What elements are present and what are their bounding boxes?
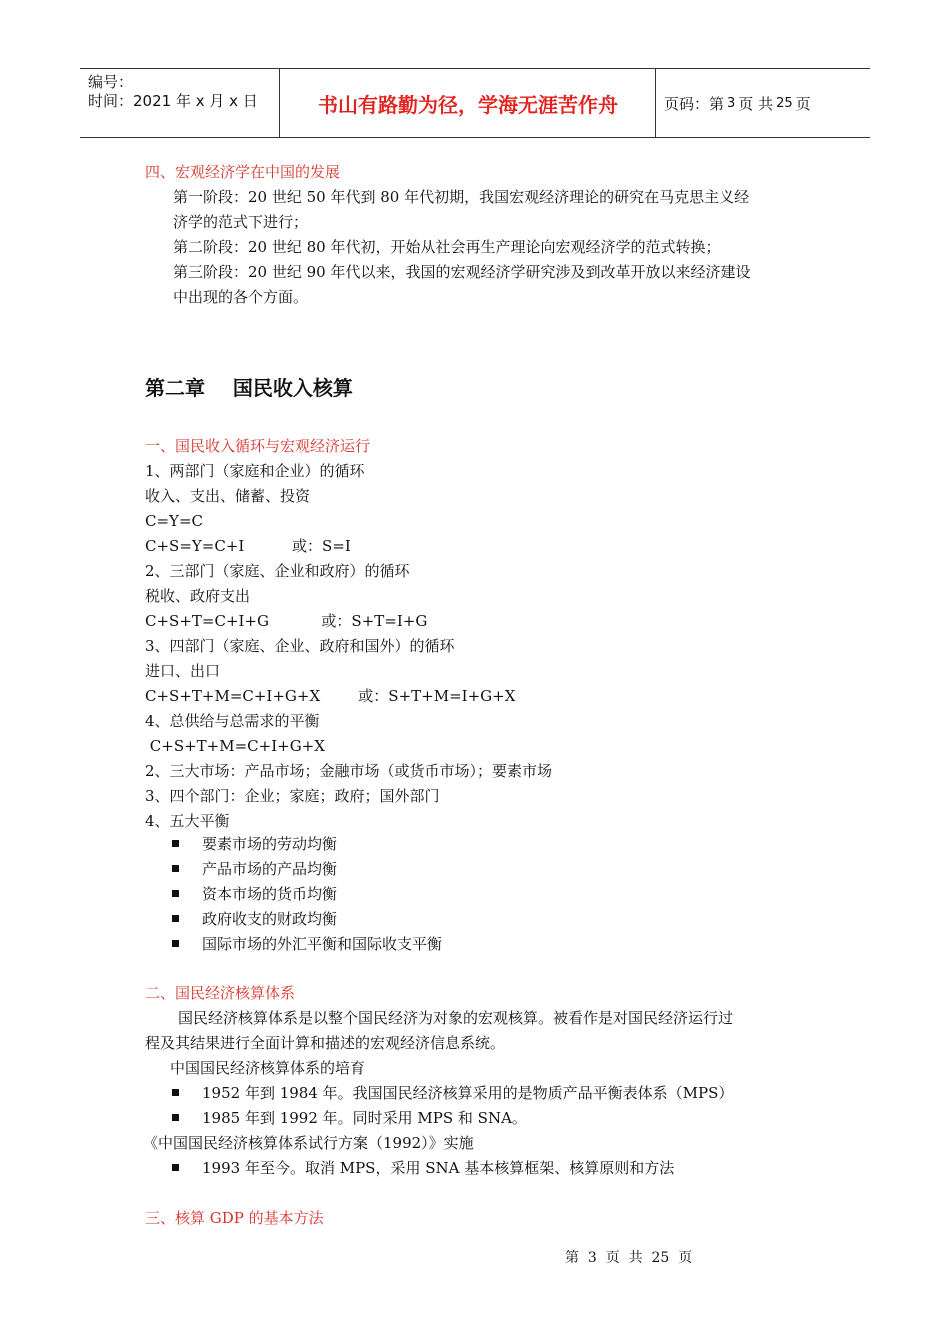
body-line: 3、四个部门：企业；家庭；政府；国外部门 xyxy=(145,787,440,805)
body-line: 收入、支出、储蓄、投资 xyxy=(145,487,311,505)
page-total: 25 xyxy=(776,95,793,111)
list-item: 1952 年到 1984 年。我国国民经济核算采用的是物质产品平衡表体系（MPS） xyxy=(202,1084,734,1102)
page-current: 3 xyxy=(727,95,736,111)
bullet-icon xyxy=(172,840,179,847)
body-line: 进口、出口 xyxy=(145,662,221,680)
paragraph-line: 国民经济核算体系是以整个国民经济为对象的宏观核算。被看作是对国民经济运行过 xyxy=(178,1009,734,1027)
document-date: 时间：2021 年 x 月 x 日 xyxy=(88,92,258,110)
section-heading: 一、国民收入循环与宏观经济运行 xyxy=(145,437,371,455)
paragraph-line: 第一阶段：20 世纪 50 年代到 80 年代初期，我国宏观经济理论的研究在马克思主义经 xyxy=(173,188,750,206)
body-line: 4、总供给与总需求的平衡 xyxy=(145,712,320,730)
body-line: 2、三大市场：产品市场；金融市场（或货币市场）；要素市场 xyxy=(145,762,553,780)
paragraph-line: 第三阶段：20 世纪 90 年代以来，我国的宏观经济学研究涉及到改革开放以来经济建设 xyxy=(173,263,751,281)
body-line: 2、三部门（家庭、企业和政府）的循环 xyxy=(145,562,410,580)
body-line: 4、五大平衡 xyxy=(145,812,230,830)
paragraph-line: 济学的范式下进行； xyxy=(173,213,309,231)
section-heading: 三、核算 GDP 的基本方法 xyxy=(145,1209,324,1227)
paragraph-line: 《中国国民经济核算体系试行方案（1992）》实施 xyxy=(143,1134,474,1152)
formula-line: C+S+T+M=C+I+G+X 或：S+T+M=I+G+X xyxy=(145,687,516,705)
paragraph-line: 中国国民经济核算体系的培育 xyxy=(170,1059,366,1077)
document-number-label: 编号： xyxy=(88,73,134,91)
paragraph-line: 第二阶段：20 世纪 80 年代初，开始从社会再生产理论向宏观经济学的范式转换； xyxy=(173,238,721,256)
formula-line: C=Y=C xyxy=(145,512,203,530)
list-item: 要素市场的劳动均衡 xyxy=(202,835,338,853)
formula-line: C+S=Y=C+I 或：S=I xyxy=(145,537,351,555)
page-suffix: 页 xyxy=(795,94,811,113)
list-item: 国际市场的外汇平衡和国际收支平衡 xyxy=(202,935,443,953)
body-line: 税收、政府支出 xyxy=(145,587,251,605)
list-item: 产品市场的产品均衡 xyxy=(202,860,338,878)
list-item: 1993 年至今。取消 MPS，采用 SNA 基本核算框架、核算原则和方法 xyxy=(202,1159,675,1177)
header-motto: 书山有路勤为径，学海无涯苦作舟 xyxy=(281,69,656,137)
list-item: 政府收支的财政均衡 xyxy=(202,910,338,928)
bullet-icon xyxy=(172,1089,179,1096)
list-item: 1985 年到 1992 年。同时采用 MPS 和 SNA。 xyxy=(202,1109,527,1127)
header-meta xyxy=(80,69,280,137)
chapter-title: 第二章 国民收入核算 xyxy=(145,376,353,400)
bullet-icon xyxy=(172,865,179,872)
bullet-icon xyxy=(172,1164,179,1171)
page-mid: 页 共 xyxy=(738,94,774,113)
formula-line: C+S+T+M=C+I+G+X xyxy=(145,737,325,755)
body-line: 3、四部门（家庭、企业、政府和国外）的循环 xyxy=(145,637,455,655)
list-item: 资本市场的货币均衡 xyxy=(202,885,338,903)
section-heading: 二、国民经济核算体系 xyxy=(145,984,296,1002)
bullet-icon xyxy=(172,1114,179,1121)
header-page-number xyxy=(656,69,870,137)
paragraph-line: 中出现的各个方面。 xyxy=(173,288,309,306)
paragraph-line: 程及其结果进行全面计算和描述的宏观经济信息系统。 xyxy=(145,1034,506,1052)
page-prefix: 页码：第 xyxy=(664,94,725,113)
bullet-icon xyxy=(172,940,179,947)
section-heading: 四、宏观经济学在中国的发展 xyxy=(145,163,341,181)
bullet-icon xyxy=(172,890,179,897)
bullet-icon xyxy=(172,915,179,922)
page-header xyxy=(80,68,870,138)
body-line: 1、两部门（家庭和企业）的循环 xyxy=(145,462,365,480)
formula-line: C+S+T=C+I+G 或：S+T=I+G xyxy=(145,612,428,630)
page-footer: 第 3 页 共 25 页 xyxy=(565,1250,693,1266)
